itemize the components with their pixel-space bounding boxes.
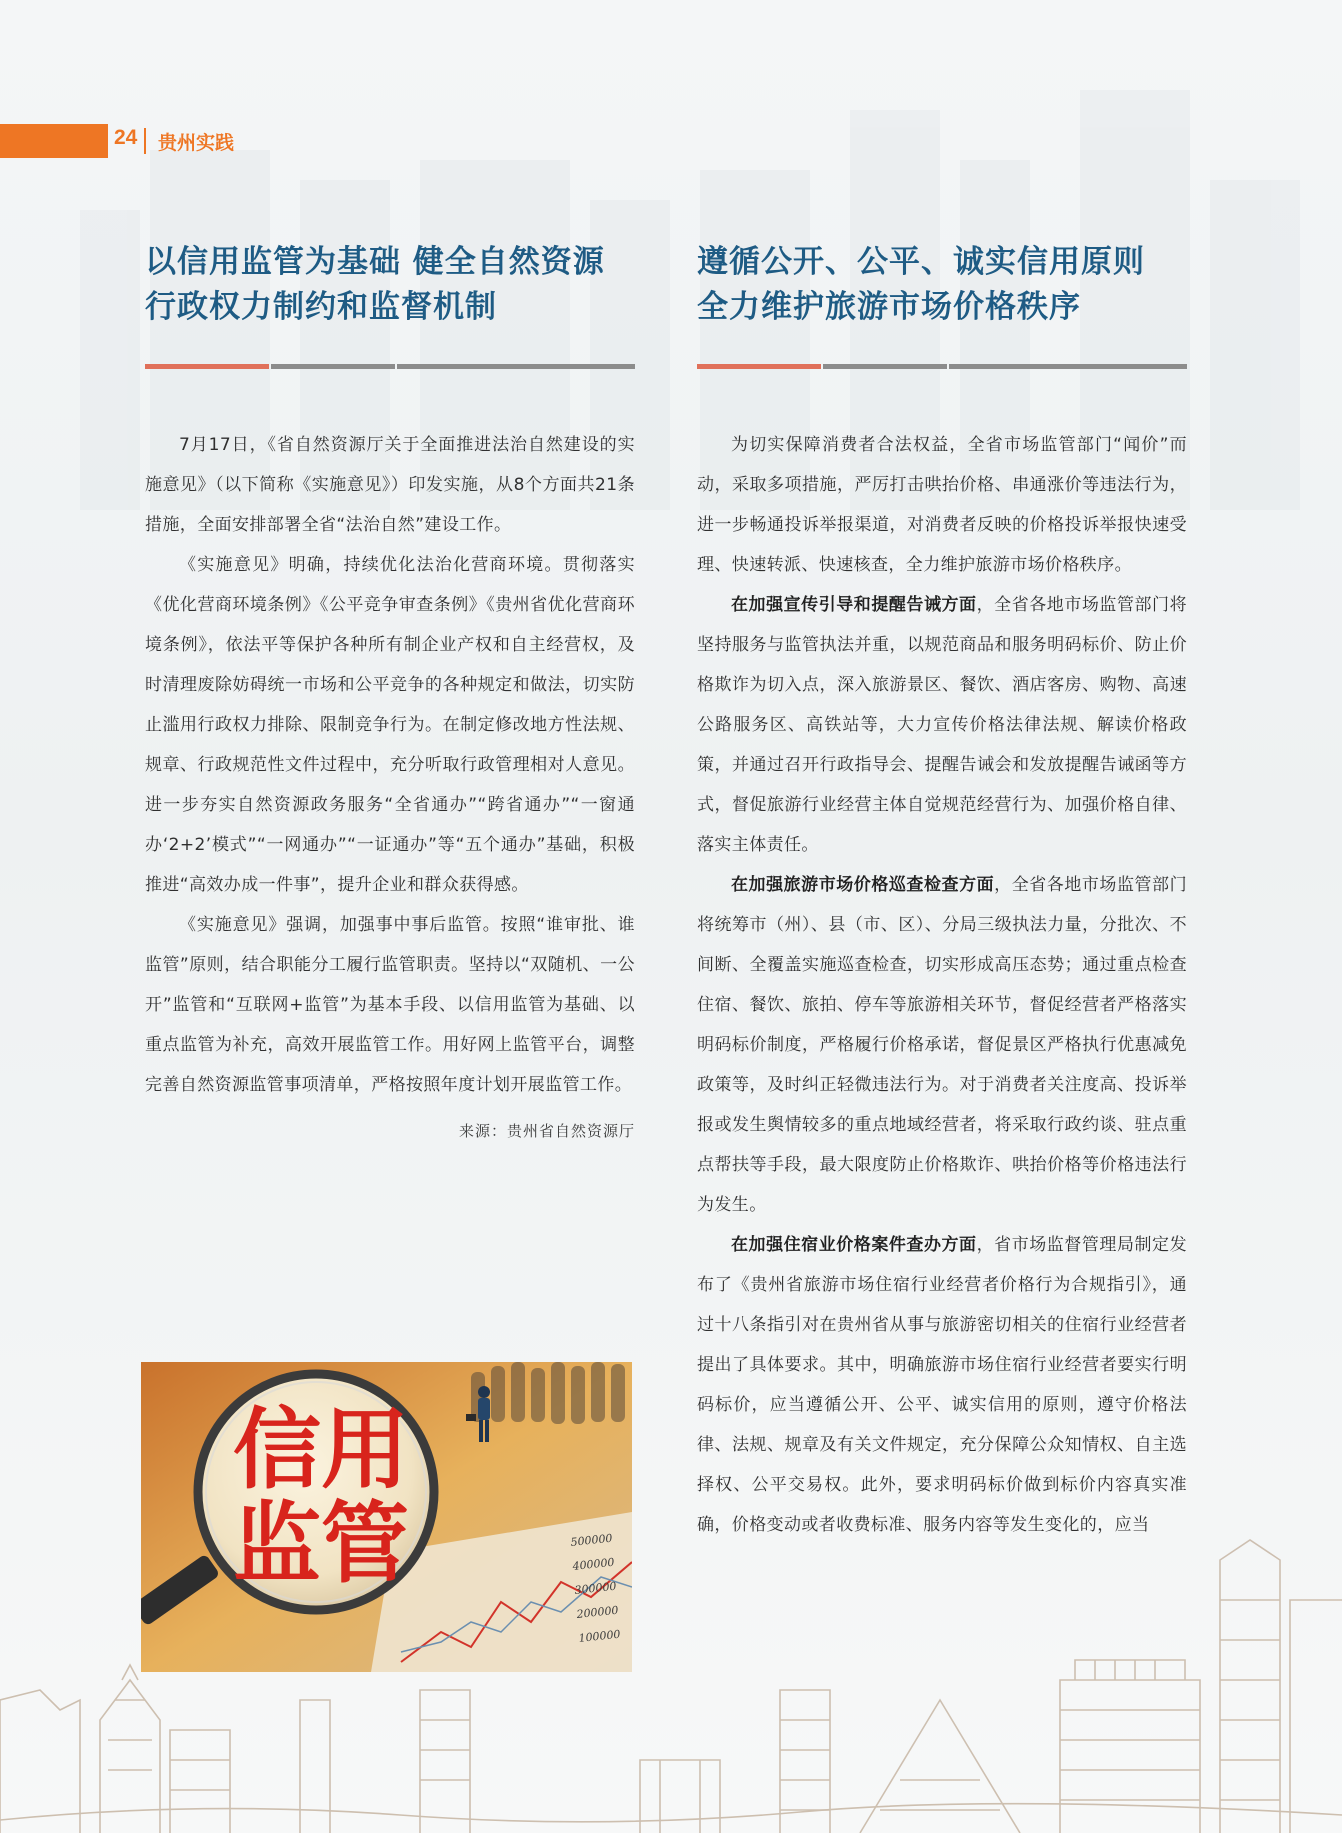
rule-gray-segment [271,364,395,369]
magnified-text-jianguan: 监管 [233,1492,410,1595]
left-article [145,240,635,1145]
paragraph-text: ，全省各地市场监管部门将坚持服务与监管执法并重，以规范商品和服务明码标价、防止价格欺诈为切入点，深入旅游景区、餐饮、酒店客房、购物、高速公路服务区、高铁站等，大力宣传价格法律法规、解读价格政策，并通过召开行政指导会、提醒告诫会和发放提醒告诫函等方式，督促旅游行业经营主体自觉规范经营行为、加强价格自律、落实主体责任。 [697,595,1187,855]
left-title-rule [145,364,635,369]
left-article-body [145,425,635,1105]
paragraph: 为切实保障消费者合法权益，全省市场监管部门“闻价”而动，采取多项措施，严厉打击哄抬价格、串通涨价等违法行为，进一步畅通投诉举报渠道，对消费者反映的价格投诉举报快速受理、快速转派、快速核查，全力维护旅游市场价格秩序。 [697,435,1187,575]
paragraph [697,865,1187,1225]
section-name: 贵州实践 [158,132,235,154]
paragraph: 《实施意见》明确，持续优化法治化营商环境。贯彻落实《优化营商环境条例》《公平竞争审查条例》《贵州省优化营商环境条例》，依法平等保护各种所有制企业产权和自主经营权，及时清理废除妨碍统一市场和公平竞争的各种规定和做法，切实防止滥用行政权力排除、限制竞争行为。在制定修改地方性法规、规章、行政规范性文件过程中，充分听取行政管理相对人意见。进一步夯实自然资源政务服务“全省通办”“跨省通办”“一窗通办‘2+2’模式”“一网通办”“一证通办”等“五个通办”基础，积极推进“高效办成一件事”，提升企业和群众获得感。 [145,555,635,895]
credit-supervision-photo [141,1362,632,1672]
paragraph [697,585,1187,865]
ruler-label: 500000 [569,1531,614,1549]
paragraph: 《实施意见》强调，加强事中事后监管。按照“谁审批、谁监管”原则，结合职能分工履行监管职责。坚持以“双随机、一公开”监管和“互联网+监管”为基本手段、以信用监管为基础、以重点监管为补充，高效开展监管工作。用好网上监管平台，调整完善自然资源监管事项清单，严格按照年度计划开展监管工作。 [145,915,635,1095]
rule-gray-segment [949,364,1187,369]
article-source: 来源：贵州省自然资源厅 [458,1122,635,1140]
ruler-label: 100000 [577,1627,622,1645]
page-number: 24 [114,126,138,149]
rule-gray-segment [823,364,947,369]
right-article-title: 遵循公开、公平、诚实信用原则 全力维护旅游市场价格秩序 [697,244,1145,325]
ruler-label: 400000 [571,1555,616,1573]
left-article-title: 以信用监管为基础 健全自然资源 行政权力制约和监督机制 [145,244,605,325]
paragraph: 7月17日，《省自然资源厅关于全面推进法治自然建设的实施意见》（以下简称《实施意见》）印发实施，从8个方面共21条措施，全面安排部署全省“法治自然”建设工作。 [145,435,635,535]
paragraph-text: ，全省各地市场监管部门将统筹市（州）、县（市、区）、分局三级执法力量，分批次、不间断、全覆盖实施巡查检查，切实形成高压态势；通过重点检查住宿、餐饮、旅拍、停车等旅游相关环节，督促经营者严格落实明码标价制度，严格履行价格承诺，督促景区严格执行优惠减免政策等，及时纠正轻微违法行为。对于消费者关注度高、投诉举报或发生舆情较多的重点地域经营者，将采取行政约谈、驻点重点帮扶等手段，最大限度防止价格欺诈、哄抬价格等价格违法行为发生。 [697,875,1187,1215]
right-title-rule [697,364,1187,369]
paragraph-lead: 在加强宣传引导和提醒告诫方面 [731,595,977,615]
header-accent-bar [0,124,108,158]
rule-gray-segment [397,364,635,369]
rule-red-segment [697,364,821,369]
rule-red-segment [145,364,269,369]
ruler-label: 300000 [573,1579,618,1597]
paragraph-text: ，省市场监督管理局制定发布了《贵州省旅游市场住宿行业经营者价格行为合规指引》，通过十八条指引对在贵州省从事与旅游密切相关的住宿行业经营者提出了具体要求。其中，明确旅游市场住宿行业经营者要实行明码标价，应当遵循公开、公平、诚实信用的原则，遵守价格法律、法规、规章及有关文件规定，充分保障公众知情权、自主选择权、公平交易权。此外，要求明码标价做到标价内容真实准确，价格变动或者收费标准、服务内容等发生变化的，应当 [697,1235,1187,1535]
paragraph-lead: 在加强住宿业价格案件查办方面 [731,1235,977,1255]
header-divider [144,128,146,154]
paragraph-lead: 在加强旅游市场价格巡查检查方面 [731,875,995,895]
right-article-body [697,425,1187,1545]
paragraph [697,1225,1187,1545]
magnified-text-xinyong: 信用 [233,1398,410,1501]
ruler-label: 200000 [575,1603,620,1621]
right-article [697,240,1187,1545]
